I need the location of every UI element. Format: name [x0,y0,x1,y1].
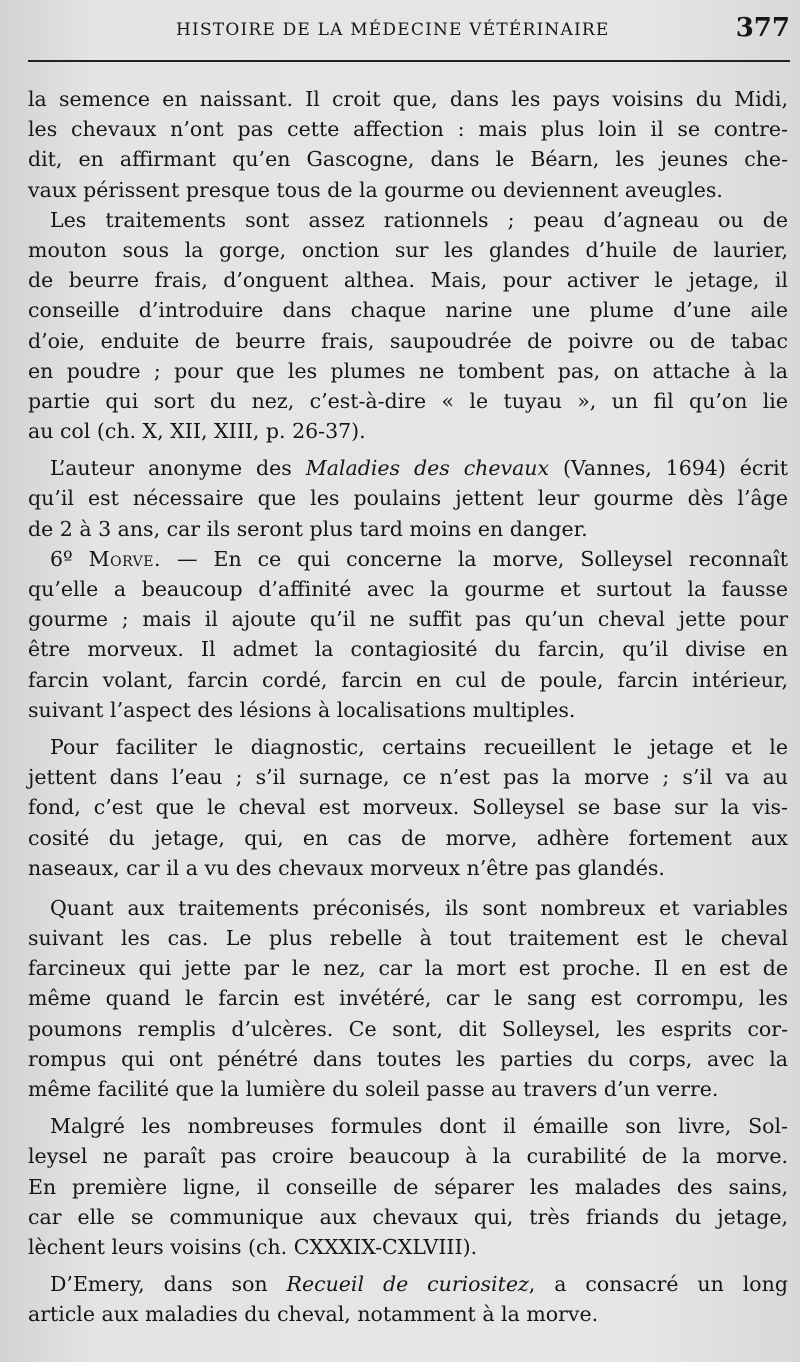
text-run: (Vannes, 1694) écrit [549,456,788,481]
text-line: gourme ; mais il ajoute qu’il ne suffit pas qu’un cheval jette pour [28,607,788,632]
text-line: poumons remplis d’ulcères. Ce sont, dit Solleysel, les esprits cor- [28,1016,788,1041]
text-line: suivant les cas. Le plus rebelle à tout traitement est le cheval [28,926,788,951]
text-line: jettent dans l’eau ; s’il surnage, ce n’est pas la morve ; s’il va au [28,765,788,790]
text-line: farcineux qui jette par le nez, car la mort est proche. Il en est de [28,956,788,981]
text-line: en poudre ; pour que les plumes ne tombent pas, on attache à la [28,358,788,383]
text-line: dit, en affirmant qu’en Gascogne, dans le Béarn, les jeunes che- [28,147,788,172]
paragraph [28,893,788,1104]
text-line [28,453,788,483]
text-line: au col (ch. X, XII, XIII, p. 26-37). [28,419,366,444]
text-line: de 2 à 3 ans, car ils seront plus tard moins en danger. [28,516,588,541]
text-line: conseille d’introduire dans chaque narine une plume d’une aile [28,298,788,323]
page-number: 377 [735,13,790,43]
text-line: la semence en naissant. Il croit que, dans les pays voisins du Midi, [28,87,788,111]
text-line: partie qui sort du nez, c’est-à-dire « le tuyau », un fil qu’on lie [28,388,788,413]
text-line: vaux périssent presque tous de la gourme ou deviennent aveugles. [28,177,723,202]
body-text [28,84,788,1330]
section-heading: Morve. [88,546,162,571]
text-line [28,1269,788,1299]
text-line: Les traitements sont assez rationnels ; peau d’agneau ou de [50,207,788,232]
text-line: Malgré les nombreuses formules dont il émaille son livre, Sol- [50,1114,788,1139]
paragraph [28,1111,788,1262]
text-line: les chevaux n’ont pas cette affection : mais plus loin il se contre- [28,117,788,142]
text-run: D’Emery, dans son [50,1272,287,1297]
text-line: suivant l’aspect des lésions à localisations multiples. [28,697,576,722]
page-header [0,8,800,48]
text-line: leysel ne paraît pas croire beaucoup à la curabilité de la morve. [28,1144,788,1169]
header-rule [28,60,790,62]
text-line: article aux maladies du cheval, notamment à la morve. [28,1302,599,1327]
text-run: L’auteur anonyme des [50,456,306,481]
paragraph [28,544,788,725]
book-title: Recueil de curiositez [286,1272,529,1297]
text-line: lèchent leurs voisins (ch. CXXXIX-CXLVIII). [28,1234,478,1259]
text-line: cosité du jetage, qui, en cas de morve, adhère fortement aux [28,825,788,850]
paragraph [28,732,788,883]
text-line: mouton sous la gorge, onction sur les glandes d’huile de laurier, [28,237,788,262]
text-line: de beurre frais, d’onguent althea. Mais, pour activer le jetage, il [28,268,788,293]
text-line: fond, c’est que le cheval est morveux. Solleysel se base sur la vis- [28,795,788,820]
paragraph [28,205,788,447]
text-line: naseaux, car il a vu des chevaux morveux n’être pas glandés. [28,855,665,880]
text-line [28,544,788,574]
text-line: farcin volant, farcin cordé, farcin en cul de poule, farcin intérieur, [28,667,788,692]
paragraph [28,84,788,205]
section-number: 6º [50,546,73,571]
paragraph [28,1269,788,1329]
text-line: Pour faciliter le diagnostic, certains recueillent le jetage et le [50,734,788,759]
text-line: car elle se communique aux chevaux qui, très friands du jetage, [28,1204,788,1229]
text-line: qu’elle a beaucoup d’affinité avec la gourme et surtout la fausse [28,577,788,601]
running-title: HISTOIRE DE LA MÉDECINE VÉTÉRINAIRE [176,20,610,40]
text-line: En première ligne, il conseille de séparer les malades des sains, [28,1174,788,1199]
text-line: être morveux. Il admet la contagiosité du farcin, qu’il divise en [28,637,788,662]
paragraph [28,453,788,544]
book-title: Maladies des chevaux [305,456,550,481]
text-line: même facilité que la lumière du soleil passe au travers d’un verre. [28,1077,719,1101]
text-line: même quand le farcin est invétéré, car le sang est corrompu, les [28,986,788,1011]
text-line: d’oie, enduite de beurre frais, saupoudrée de poivre ou de tabac [28,328,788,353]
text-line: Quant aux traitements préconisés, ils sont nombreux et variables [50,895,788,920]
text-run: — En ce qui concerne la morve, Solleysel reconnaît [161,546,788,571]
text-line: qu’il est nécessaire que les poulains jettent leur gourme dès l’âge [28,486,788,511]
text-line: rompus qui ont pénétré dans toutes les parties du corps, avec la [28,1046,788,1071]
text-run: , a consacré un long [528,1272,788,1297]
